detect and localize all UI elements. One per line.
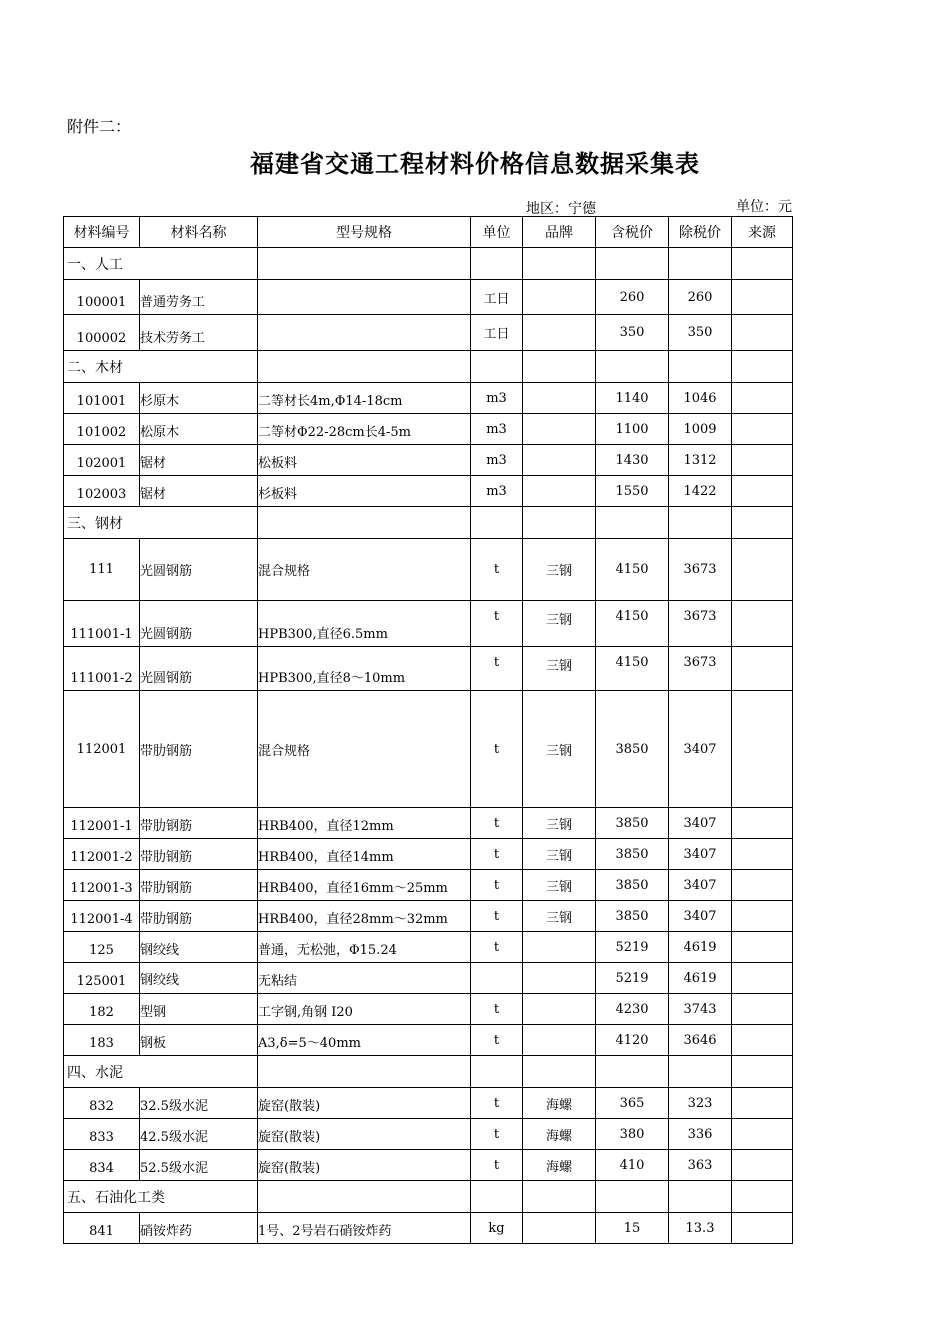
cell-code: 112001-4 — [64, 901, 140, 932]
cell-net: 3407 — [669, 839, 732, 870]
cell-code: 101001 — [64, 383, 140, 414]
cell-source — [732, 1150, 793, 1181]
header-row — [64, 217, 793, 248]
cell-unit: t — [471, 647, 523, 691]
cell-unit: t — [471, 870, 523, 901]
cell-price: 365 — [596, 1088, 669, 1119]
cell-net: 1009 — [669, 414, 732, 445]
cell-code: 112001-1 — [64, 808, 140, 839]
cell-name: 带肋钢筋 — [140, 691, 258, 808]
cell-source — [732, 476, 793, 507]
table-row — [64, 691, 793, 808]
cell-code: 112001 — [64, 691, 140, 808]
cell-net: 3407 — [669, 870, 732, 901]
cell-unit: m3 — [471, 414, 523, 445]
cell-code: 102003 — [64, 476, 140, 507]
cell-net: 1046 — [669, 383, 732, 414]
cell-unit: t — [471, 808, 523, 839]
cell-brand — [523, 315, 596, 351]
cell-price: 4230 — [596, 994, 669, 1025]
cell-spec: 工字钢,角钢 I20 — [258, 994, 471, 1025]
section-title: 一、人工 — [64, 248, 258, 280]
cell-net: 3673 — [669, 601, 732, 647]
table-row — [64, 1150, 793, 1181]
cell-price: 3850 — [596, 808, 669, 839]
cell-unit: kg — [471, 1213, 523, 1244]
cell-unit: t — [471, 994, 523, 1025]
cell-price: 410 — [596, 1150, 669, 1181]
table-row — [64, 870, 793, 901]
cell-spec: HRB400，直径28mm～32mm — [258, 901, 471, 932]
region-label: 地区：宁德 — [526, 201, 596, 217]
table-row — [64, 932, 793, 963]
cell-unit: t — [471, 932, 523, 963]
cell-unit: t — [471, 901, 523, 932]
cell-spec: 松板料 — [258, 445, 471, 476]
cell-code: 111 — [64, 539, 140, 601]
cell-brand: 三钢 — [523, 808, 596, 839]
cell-source — [732, 1213, 793, 1244]
cell-brand: 三钢 — [523, 839, 596, 870]
cell-price: 1430 — [596, 445, 669, 476]
cell-net: 3407 — [669, 691, 732, 808]
table-row — [64, 476, 793, 507]
cell-unit: t — [471, 1088, 523, 1119]
cell-spec — [258, 315, 471, 351]
cell-price: 3850 — [596, 901, 669, 932]
cell-net: 350 — [669, 315, 732, 351]
cell-brand: 海螺 — [523, 1119, 596, 1150]
cell-brand: 三钢 — [523, 539, 596, 601]
cell-spec: HPB300,直径6.5mm — [258, 601, 471, 647]
cell-spec: A3,δ=5～40mm — [258, 1025, 471, 1056]
cell-name: 普通劳务工 — [140, 280, 258, 315]
cell-code: 182 — [64, 994, 140, 1025]
table-row — [64, 1213, 793, 1244]
cell-name: 钢板 — [140, 1025, 258, 1056]
cell-brand: 三钢 — [523, 601, 596, 647]
header-brand: 品牌 — [523, 217, 596, 248]
cell-source — [732, 901, 793, 932]
cell-price: 3850 — [596, 839, 669, 870]
unit-label: 单位：元 — [736, 199, 792, 215]
cell-spec: 旋窑(散装) — [258, 1150, 471, 1181]
cell-source — [732, 808, 793, 839]
cell-net: 323 — [669, 1088, 732, 1119]
cell-source — [732, 691, 793, 808]
cell-net: 3673 — [669, 539, 732, 601]
cell-spec: 二等材Φ22-28cm长4-5m — [258, 414, 471, 445]
section-title: 三、钢材 — [64, 507, 258, 539]
cell-name: 锯材 — [140, 476, 258, 507]
table-row — [64, 1119, 793, 1150]
cell-name: 带肋钢筋 — [140, 870, 258, 901]
cell-price: 1100 — [596, 414, 669, 445]
cell-net: 336 — [669, 1119, 732, 1150]
cell-code: 112001-2 — [64, 839, 140, 870]
cell-net: 4619 — [669, 932, 732, 963]
cell-name: 钢绞线 — [140, 963, 258, 994]
cell-code: 111001-2 — [64, 647, 140, 691]
cell-price: 380 — [596, 1119, 669, 1150]
cell-unit: t — [471, 1025, 523, 1056]
cell-unit: t — [471, 1150, 523, 1181]
cell-net: 1422 — [669, 476, 732, 507]
cell-spec: HPB300,直径8～10mm — [258, 647, 471, 691]
cell-net: 3407 — [669, 808, 732, 839]
cell-name: 42.5级水泥 — [140, 1119, 258, 1150]
cell-unit: t — [471, 539, 523, 601]
cell-source — [732, 1025, 793, 1056]
section-row-labor — [64, 248, 793, 280]
cell-brand: 海螺 — [523, 1150, 596, 1181]
cell-spec: 无粘结 — [258, 963, 471, 994]
cell-name: 技术劳务工 — [140, 315, 258, 351]
cell-spec: 二等材长4m,Φ14-18cm — [258, 383, 471, 414]
cell-code: 833 — [64, 1119, 140, 1150]
cell-brand: 三钢 — [523, 870, 596, 901]
table-row — [64, 963, 793, 994]
cell-price: 350 — [596, 315, 669, 351]
table-row — [64, 808, 793, 839]
cell-source — [732, 994, 793, 1025]
cell-brand — [523, 963, 596, 994]
cell-brand: 三钢 — [523, 691, 596, 808]
section-row-steel — [64, 507, 793, 539]
cell-brand: 三钢 — [523, 901, 596, 932]
cell-net: 3407 — [669, 901, 732, 932]
price-table — [63, 216, 793, 1244]
header-price: 含税价 — [596, 217, 669, 248]
cell-source — [732, 647, 793, 691]
section-row-timber — [64, 351, 793, 383]
cell-name: 锯材 — [140, 445, 258, 476]
cell-unit: m3 — [471, 445, 523, 476]
cell-source — [732, 414, 793, 445]
cell-net: 260 — [669, 280, 732, 315]
cell-source — [732, 601, 793, 647]
cell-unit: m3 — [471, 476, 523, 507]
cell-source — [732, 870, 793, 901]
table-row — [64, 315, 793, 351]
cell-source — [732, 383, 793, 414]
cell-code: 100002 — [64, 315, 140, 351]
cell-brand — [523, 445, 596, 476]
cell-brand — [523, 383, 596, 414]
cell-unit: m3 — [471, 383, 523, 414]
cell-name: 52.5级水泥 — [140, 1150, 258, 1181]
cell-price: 4150 — [596, 539, 669, 601]
cell-spec: 旋窑(散装) — [258, 1088, 471, 1119]
cell-source — [732, 963, 793, 994]
cell-unit: t — [471, 691, 523, 808]
cell-code: 111001-1 — [64, 601, 140, 647]
cell-unit: 工日 — [471, 280, 523, 315]
cell-name: 硝铵炸药 — [140, 1213, 258, 1244]
cell-code: 102001 — [64, 445, 140, 476]
cell-name: 32.5级水泥 — [140, 1088, 258, 1119]
cell-net: 363 — [669, 1150, 732, 1181]
cell-source — [732, 315, 793, 351]
cell-spec: 杉板料 — [258, 476, 471, 507]
cell-code: 100001 — [64, 280, 140, 315]
cell-code: 834 — [64, 1150, 140, 1181]
cell-source — [732, 280, 793, 315]
cell-brand — [523, 932, 596, 963]
cell-spec: 1号、2号岩石硝铵炸药 — [258, 1213, 471, 1244]
table-row — [64, 994, 793, 1025]
table-row — [64, 1088, 793, 1119]
cell-price: 3850 — [596, 691, 669, 808]
cell-unit: t — [471, 839, 523, 870]
cell-unit: t — [471, 601, 523, 647]
section-title: 四、水泥 — [64, 1056, 258, 1088]
table-row — [64, 539, 793, 601]
section-title: 二、木材 — [64, 351, 258, 383]
cell-name: 带肋钢筋 — [140, 839, 258, 870]
cell-price: 260 — [596, 280, 669, 315]
cell-price: 15 — [596, 1213, 669, 1244]
cell-spec — [258, 280, 471, 315]
table-row — [64, 383, 793, 414]
cell-net: 4619 — [669, 963, 732, 994]
header-name: 材料名称 — [140, 217, 258, 248]
cell-code: 841 — [64, 1213, 140, 1244]
table-row — [64, 445, 793, 476]
cell-spec: 普通，无松弛，Φ15.24 — [258, 932, 471, 963]
cell-name: 光圆钢筋 — [140, 601, 258, 647]
cell-source — [732, 445, 793, 476]
cell-price: 3850 — [596, 870, 669, 901]
cell-unit — [471, 963, 523, 994]
cell-code: 183 — [64, 1025, 140, 1056]
cell-brand — [523, 994, 596, 1025]
section-row-petrochemical — [64, 1181, 793, 1213]
cell-code: 125 — [64, 932, 140, 963]
table-row — [64, 647, 793, 691]
cell-code: 112001-3 — [64, 870, 140, 901]
header-code: 材料编号 — [64, 217, 140, 248]
page-title: 福建省交通工程材料价格信息数据采集表 — [250, 149, 700, 178]
table-row — [64, 839, 793, 870]
cell-name: 带肋钢筋 — [140, 808, 258, 839]
cell-spec: HRB400，直径14mm — [258, 839, 471, 870]
cell-code: 101002 — [64, 414, 140, 445]
cell-brand — [523, 1025, 596, 1056]
cell-unit: 工日 — [471, 315, 523, 351]
cell-brand — [523, 1213, 596, 1244]
cell-spec: 旋窑(散装) — [258, 1119, 471, 1150]
cell-net: 3673 — [669, 647, 732, 691]
unit-label-clip — [736, 196, 792, 218]
cell-brand — [523, 280, 596, 315]
cell-name: 松原木 — [140, 414, 258, 445]
cell-spec: HRB400，直径16mm～25mm — [258, 870, 471, 901]
cell-price: 5219 — [596, 963, 669, 994]
cell-name: 光圆钢筋 — [140, 539, 258, 601]
cell-net: 13.3 — [669, 1213, 732, 1244]
cell-unit: t — [471, 1119, 523, 1150]
cell-brand: 三钢 — [523, 647, 596, 691]
cell-code: 125001 — [64, 963, 140, 994]
header-net: 除税价 — [669, 217, 732, 248]
section-title: 五、石油化工类 — [64, 1181, 258, 1213]
cell-name: 钢绞线 — [140, 932, 258, 963]
cell-net: 1312 — [669, 445, 732, 476]
cell-price: 4120 — [596, 1025, 669, 1056]
cell-source — [732, 1088, 793, 1119]
cell-name: 带肋钢筋 — [140, 901, 258, 932]
cell-name: 型钢 — [140, 994, 258, 1025]
cell-name: 杉原木 — [140, 383, 258, 414]
cell-price: 4150 — [596, 601, 669, 647]
cell-source — [732, 539, 793, 601]
cell-spec: 混合规格 — [258, 691, 471, 808]
header-spec: 型号规格 — [258, 217, 471, 248]
table-row — [64, 280, 793, 315]
section-row-cement — [64, 1056, 793, 1088]
cell-spec: 混合规格 — [258, 539, 471, 601]
cell-price: 5219 — [596, 932, 669, 963]
table-row — [64, 601, 793, 647]
cell-price: 1550 — [596, 476, 669, 507]
cell-code: 832 — [64, 1088, 140, 1119]
header-source: 来源 — [732, 217, 793, 248]
cell-net: 3646 — [669, 1025, 732, 1056]
cell-price: 1140 — [596, 383, 669, 414]
table-row — [64, 414, 793, 445]
cell-price: 4150 — [596, 647, 669, 691]
cell-source — [732, 932, 793, 963]
cell-source — [732, 1119, 793, 1150]
table-row — [64, 901, 793, 932]
cell-spec: HRB400，直径12mm — [258, 808, 471, 839]
cell-brand — [523, 414, 596, 445]
cell-brand — [523, 476, 596, 507]
cell-name: 光圆钢筋 — [140, 647, 258, 691]
table-row — [64, 1025, 793, 1056]
cell-net: 3743 — [669, 994, 732, 1025]
cell-brand: 海螺 — [523, 1088, 596, 1119]
attachment-label: 附件二： — [67, 117, 132, 136]
cell-source — [732, 839, 793, 870]
header-unit: 单位 — [471, 217, 523, 248]
